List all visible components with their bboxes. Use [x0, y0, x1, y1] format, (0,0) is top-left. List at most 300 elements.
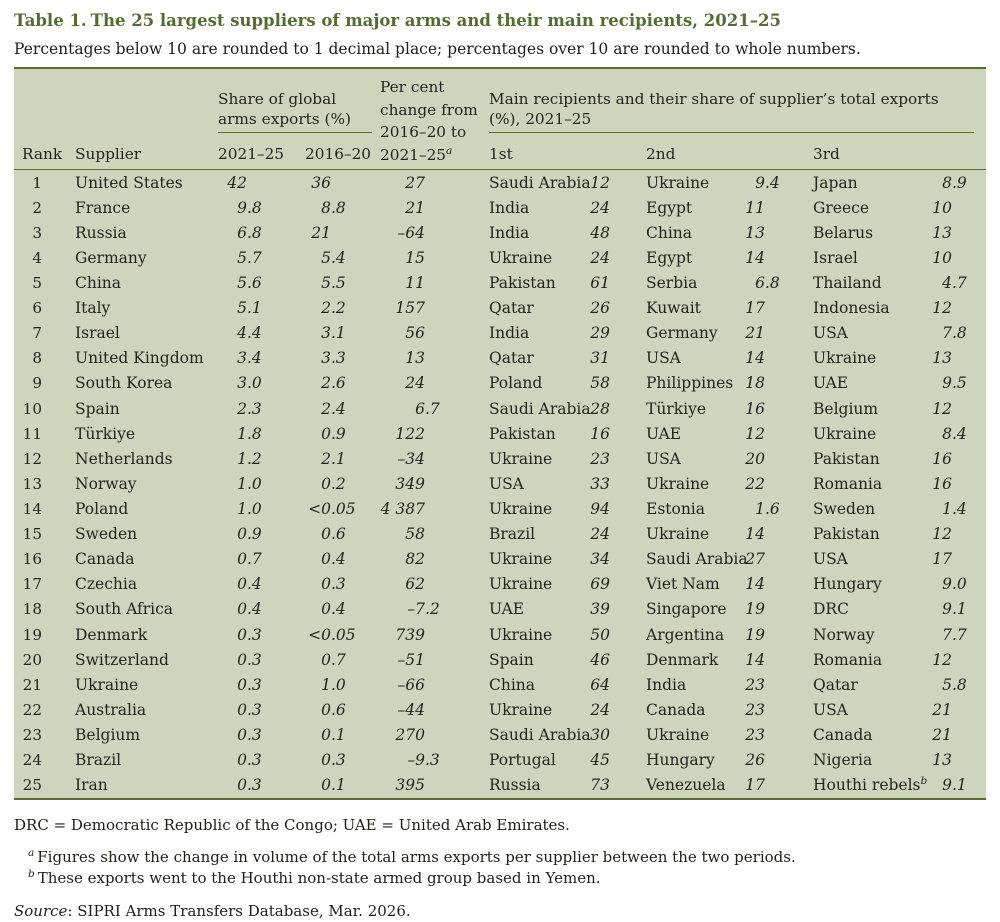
recipient-3-share-cell: 9 .5 — [942, 374, 967, 393]
supplier-cell: Brazil — [75, 751, 122, 770]
recipient-1-share-cell: 94 — [590, 499, 610, 518]
recipient-2-name-cell: USA — [646, 449, 681, 468]
share-2016-20-cell: 5 .4 — [321, 248, 346, 267]
pct-change-cell: 395 — [395, 776, 425, 795]
recipient-1-share-cell: 28 — [590, 399, 610, 418]
share-2021-25-cell: 0 .3 — [237, 675, 262, 694]
share-2021-25-cell: 1 .0 — [237, 474, 262, 493]
recipient-1-share-cell: 46 — [590, 650, 610, 669]
share-2016-20-cell: 0 .1 — [321, 776, 346, 795]
footnote-b: $^b$ These exports went to the Houthi non-state armed group based in Yemen. — [28, 867, 601, 887]
recipient-2-share-cell: 13 — [745, 223, 765, 242]
recipient-1-name-cell: Ukraine — [489, 499, 553, 518]
recipient-1-share-cell: 58 — [590, 374, 610, 393]
table-row — [14, 547, 986, 572]
recipient-2-name-cell: Argentina — [646, 625, 725, 644]
source-note — [14, 901, 986, 922]
recipient-3-share-cell: 9 .0 — [942, 575, 967, 594]
recipient-2-share-cell: 23 — [745, 700, 765, 719]
table-row — [14, 270, 986, 295]
table-row — [14, 321, 986, 346]
recipient-3-share-cell: 4 .7 — [942, 273, 967, 292]
recipient-3-share-cell: 13 — [932, 223, 952, 242]
supplier-cell: Czechia — [75, 575, 138, 594]
supplier-cell: France — [75, 198, 131, 217]
recipient-3-name-cell: Qatar — [813, 675, 858, 694]
table-title-text: The 25 largest suppliers of major arms and their main recipients, 2021–25 — [90, 11, 781, 30]
table-row — [14, 496, 986, 521]
pct-change-cell: –34 — [397, 449, 425, 468]
recipient-1-name-cell: Ukraine — [489, 575, 553, 594]
recipient-2-share-cell: 9 .4 — [755, 173, 780, 192]
recipient-3-share-cell: 12 — [932, 525, 952, 544]
table-row — [14, 346, 986, 371]
recipient-1-share-cell: 24 — [590, 700, 610, 719]
recipient-3-name-cell: DRC — [813, 600, 849, 619]
supplier-cell: Canada — [75, 550, 135, 569]
recipient-2-name-cell: Saudi Arabia — [646, 550, 748, 569]
recipient-3-share-cell: 16 — [932, 474, 952, 493]
recipient-2-name-cell: Venezuela — [646, 776, 726, 795]
table-row — [14, 647, 986, 672]
recipient-1-name-cell: Saudi Arabia — [489, 173, 591, 192]
pct-change-cell: –7 .2 — [407, 600, 440, 619]
rank-cell: 13 — [22, 474, 42, 493]
recipient-1-name-cell: Ukraine — [489, 550, 553, 569]
supplier-cell: Ukraine — [75, 675, 139, 694]
rank-cell: 10 — [22, 399, 42, 418]
share-2021-25-cell: 3 .4 — [237, 349, 262, 368]
recipient-2-share-cell: 11 — [745, 198, 765, 217]
table-row — [14, 773, 986, 798]
share-2021-25-cell: 9 .8 — [237, 198, 262, 217]
pct-change-cell: –51 — [397, 650, 425, 669]
recipient-3-name-cell: Belgium — [813, 399, 879, 418]
recipient-1-name-cell: UAE — [489, 600, 525, 619]
recipient-3-name-cell: Japan — [813, 173, 858, 192]
recipient-3-share-cell: 9 .1 — [942, 776, 967, 795]
recipient-1-share-cell: 24 — [590, 525, 610, 544]
recipient-3-name-cell: Norway — [813, 625, 875, 644]
supplier-cell: Türkiye — [75, 424, 136, 443]
recipient-3-share-cell: 9 .1 — [942, 600, 967, 619]
recipient-3-name-cell: Hungary — [813, 575, 882, 594]
pct-change-cell: 58 — [405, 525, 425, 544]
table-number-label: Table 1. — [14, 11, 87, 30]
recipient-1-name-cell: Saudi Arabia — [489, 399, 591, 418]
pct-change-cell: 21 — [405, 198, 425, 217]
table-header — [14, 69, 986, 170]
recipient-3-name-cell: Houthi rebels$^b$ — [813, 775, 928, 795]
recipient-3-share-cell: 12 — [932, 399, 952, 418]
share-2021-25-cell: 0 .3 — [237, 751, 262, 770]
recipient-2-name-cell: Ukraine — [646, 173, 710, 192]
recipient-2-name-cell: Estonia — [646, 499, 706, 518]
share-2016-20-cell: 3 .3 — [321, 349, 346, 368]
share-2016-20-cell: <0 .05 — [308, 499, 356, 518]
supplier-cell: Sweden — [75, 525, 138, 544]
recipient-2-name-cell: Singapore — [646, 600, 727, 619]
share-2021-25-cell: 0 .7 — [237, 550, 262, 569]
pct-change-cell: –44 — [397, 700, 425, 719]
table-row — [14, 296, 986, 321]
table-row — [14, 572, 986, 597]
footnote-a: $^a$ Figures show the change in volume of the total arms exports per supplier between the two periods. — [28, 846, 796, 866]
share-2016-20-cell: 1 .0 — [321, 675, 346, 694]
recipient-1-name-cell: Pakistan — [489, 273, 556, 292]
rank-cell: 23 — [22, 725, 42, 744]
table-row — [14, 446, 986, 471]
recipient-1-share-cell: 69 — [590, 575, 610, 594]
recipient-2-name-cell: UAE — [646, 424, 682, 443]
share-2021-25-cell: 42 — [227, 173, 247, 192]
table-notes — [14, 815, 986, 922]
pct-change-cell: 62 — [405, 575, 425, 594]
recipient-1-name-cell: Ukraine — [489, 625, 553, 644]
recipient-3-name-cell: Indonesia — [813, 299, 890, 318]
share-2021-25-cell: 4 .4 — [237, 324, 262, 343]
recipient-2-share-cell: 23 — [745, 675, 765, 694]
recipient-1-share-cell: 73 — [590, 776, 610, 795]
share-2016-20-cell: 0 .9 — [321, 424, 346, 443]
column-header-second-recipient: 2nd — [646, 145, 676, 163]
recipient-2-name-cell: China — [646, 223, 693, 242]
abbreviation-note: DRC = Democratic Republic of the Congo; UAE = United Arab Emirates. — [14, 815, 570, 834]
recipient-1-share-cell: 45 — [590, 751, 610, 770]
recipient-1-name-cell: Spain — [489, 650, 534, 669]
recipient-2-share-cell: 21 — [745, 324, 765, 343]
share-2021-25-cell: 1 .2 — [237, 449, 262, 468]
recipient-1-name-cell: Ukraine — [489, 449, 553, 468]
share-2016-20-cell: 2 .1 — [321, 449, 346, 468]
share-2016-20-cell: 0 .2 — [321, 474, 346, 493]
recipient-2-share-cell: 17 — [745, 299, 765, 318]
recipient-2-share-cell: 17 — [745, 776, 765, 795]
supplier-cell: Belgium — [75, 725, 141, 744]
rank-cell: 3 — [32, 223, 42, 242]
table-body — [14, 170, 986, 798]
recipient-2-name-cell: Türkiye — [646, 399, 707, 418]
share-2016-20-cell: 21 — [311, 223, 331, 242]
recipient-3-name-cell: Pakistan — [813, 525, 880, 544]
recipient-3-name-cell: Romania — [813, 474, 883, 493]
supplier-cell: Netherlands — [75, 449, 173, 468]
table-row — [14, 245, 986, 270]
supplier-cell: Israel — [75, 324, 120, 343]
table-row — [14, 421, 986, 446]
share-2021-25-cell: 0 .3 — [237, 776, 262, 795]
rank-cell: 11 — [22, 424, 42, 443]
recipient-1-name-cell: Russia — [489, 776, 541, 795]
recipient-2-share-cell: 1 .6 — [755, 499, 780, 518]
share-2021-25-cell: 0 .4 — [237, 575, 262, 594]
recipient-2-share-cell: 16 — [745, 399, 765, 418]
supplier-cell: South Africa — [75, 600, 174, 619]
table-row — [14, 697, 986, 722]
recipient-2-share-cell: 22 — [745, 474, 765, 493]
recipient-1-name-cell: India — [489, 223, 530, 242]
share-2016-20-cell: <0 .05 — [308, 625, 356, 644]
column-header-share-2021-25: 2021–25 — [218, 145, 285, 163]
recipient-3-name-cell: UAE — [813, 374, 849, 393]
rank-cell: 12 — [22, 449, 42, 468]
share-2016-20-cell: 0 .4 — [321, 550, 346, 569]
recipient-1-name-cell: China — [489, 675, 536, 694]
recipient-3-share-cell: 8 .9 — [942, 173, 967, 192]
recipient-2-share-cell: 14 — [745, 248, 765, 267]
supplier-cell: Russia — [75, 223, 127, 242]
recipient-1-share-cell: 12 — [590, 173, 610, 192]
supplier-cell: Germany — [75, 248, 147, 267]
recipient-2-share-cell: 23 — [745, 725, 765, 744]
share-2016-20-cell: 0 .6 — [321, 525, 346, 544]
recipient-3-share-cell: 10 — [932, 248, 952, 267]
recipient-3-name-cell: Canada — [813, 725, 873, 744]
recipient-3-name-cell: Ukraine — [813, 349, 877, 368]
recipient-2-share-cell: 26 — [745, 751, 765, 770]
recipient-1-share-cell: 50 — [590, 625, 610, 644]
rank-cell: 17 — [22, 575, 42, 594]
table-row — [14, 622, 986, 647]
recipient-3-share-cell: 12 — [932, 299, 952, 318]
recipient-3-share-cell: 10 — [932, 198, 952, 217]
pct-change-cell: 82 — [405, 550, 425, 569]
recipient-1-name-cell: Saudi Arabia — [489, 725, 591, 744]
share-2021-25-cell: 1 .0 — [237, 499, 262, 518]
rank-cell: 24 — [22, 751, 42, 770]
recipient-3-name-cell: Romania — [813, 650, 883, 669]
recipient-1-share-cell: 16 — [590, 424, 610, 443]
share-2021-25-cell: 6 .8 — [237, 223, 262, 242]
rank-cell: 9 — [32, 374, 42, 393]
supplier-cell: Spain — [75, 399, 120, 418]
recipient-2-share-cell: 19 — [745, 625, 765, 644]
recipient-3-name-cell: Belarus — [813, 223, 874, 242]
table-row — [14, 672, 986, 697]
recipient-2-name-cell: Ukraine — [646, 725, 710, 744]
share-2016-20-cell: 2 .6 — [321, 374, 346, 393]
recipient-2-name-cell: Canada — [646, 700, 706, 719]
recipient-2-name-cell: USA — [646, 349, 681, 368]
supplier-cell: United Kingdom — [75, 349, 204, 368]
recipient-3-share-cell: 21 — [932, 700, 952, 719]
recipient-3-name-cell: USA — [813, 550, 848, 569]
rank-cell: 1 — [32, 173, 42, 192]
pct-change-cell: 349 — [395, 474, 425, 493]
recipient-1-share-cell: 39 — [590, 600, 610, 619]
pct-change-cell: 11 — [405, 273, 425, 292]
page-title — [14, 10, 986, 32]
recipient-3-share-cell: 5 .8 — [942, 675, 967, 694]
recipient-3-name-cell: Israel — [813, 248, 858, 267]
recipient-2-name-cell: Ukraine — [646, 525, 710, 544]
recipient-1-name-cell: Brazil — [489, 525, 536, 544]
share-2021-25-cell: 3 .0 — [237, 374, 262, 393]
share-2021-25-cell: 5 .6 — [237, 273, 262, 292]
share-2021-25-cell: 0 .4 — [237, 600, 262, 619]
recipient-2-name-cell: Kuwait — [646, 299, 701, 318]
share-2021-25-cell: 0 .3 — [237, 625, 262, 644]
recipient-2-share-cell: 20 — [745, 449, 765, 468]
recipient-3-share-cell: 16 — [932, 449, 952, 468]
pct-change-cell: –64 — [397, 223, 425, 242]
share-2021-25-cell: 0 .3 — [237, 700, 262, 719]
share-2016-20-cell: 5 .5 — [321, 273, 346, 292]
recipient-3-share-cell: 7 .7 — [942, 625, 967, 644]
pct-change-cell: 13 — [405, 349, 425, 368]
table-row — [14, 748, 986, 773]
pct-change-cell: 739 — [395, 625, 425, 644]
share-2016-20-cell: 0 .6 — [321, 700, 346, 719]
rank-cell: 14 — [22, 499, 42, 518]
column-header-supplier: Supplier — [75, 145, 142, 163]
recipient-2-share-cell: 14 — [745, 650, 765, 669]
pct-change-cell: –66 — [397, 675, 425, 694]
pct-change-cell: 122 — [395, 424, 425, 443]
share-2021-25-cell: 5 .1 — [237, 299, 262, 318]
table-row — [14, 220, 986, 245]
recipient-1-share-cell: 24 — [590, 198, 610, 217]
recipient-2-name-cell: Germany — [646, 324, 718, 343]
arms-suppliers-table — [14, 67, 986, 800]
pct-change-cell: 270 — [395, 725, 425, 744]
share-2016-20-cell: 8 .8 — [321, 198, 346, 217]
share-2021-25-cell: 0 .3 — [237, 725, 262, 744]
recipient-3-name-cell: USA — [813, 700, 848, 719]
supplier-cell: Australia — [75, 700, 147, 719]
table-row — [14, 170, 986, 195]
recipient-2-share-cell: 6 .8 — [755, 273, 780, 292]
supplier-cell: United States — [75, 173, 183, 192]
table-row — [14, 371, 986, 396]
recipient-3-name-cell: Pakistan — [813, 449, 880, 468]
pct-change-cell: 27 — [405, 173, 425, 192]
recipient-3-name-cell: USA — [813, 324, 848, 343]
recipient-1-share-cell: 64 — [590, 675, 610, 694]
share-2016-20-cell: 0 .1 — [321, 725, 346, 744]
table-row — [14, 597, 986, 622]
recipient-2-share-cell: 12 — [745, 424, 765, 443]
recipient-3-share-cell: 13 — [932, 349, 952, 368]
share-2021-25-cell: 0 .9 — [237, 525, 262, 544]
share-2016-20-cell: 2 .4 — [321, 399, 346, 418]
share-2016-20-cell: 0 .4 — [321, 600, 346, 619]
share-2021-25-cell: 2 .3 — [237, 399, 262, 418]
recipient-1-name-cell: Pakistan — [489, 424, 556, 443]
share-2016-20-cell: 0 .7 — [321, 650, 346, 669]
recipient-2-name-cell: India — [646, 675, 687, 694]
recipient-2-share-cell: 27 — [745, 550, 765, 569]
recipient-2-share-cell: 19 — [745, 600, 765, 619]
recipient-2-name-cell: Egypt — [646, 198, 693, 217]
rank-cell: 7 — [32, 324, 42, 343]
rank-cell: 2 — [32, 198, 42, 217]
share-2021-25-cell: 0 .3 — [237, 650, 262, 669]
share-2021-25-cell: 1 .8 — [237, 424, 262, 443]
table-row — [14, 522, 986, 547]
supplier-cell: Switzerland — [75, 650, 169, 669]
rank-cell: 18 — [22, 600, 42, 619]
group-header-share: Share of global arms exports (%) — [218, 89, 372, 133]
recipient-1-share-cell: 61 — [590, 273, 610, 292]
source-text: : SIPRI Arms Transfers Database, Mar. 2026. — [67, 901, 411, 920]
recipient-1-name-cell: Portugal — [489, 751, 556, 770]
rank-cell: 6 — [32, 299, 42, 318]
recipient-3-share-cell: 21 — [932, 725, 952, 744]
rank-cell: 15 — [22, 525, 42, 544]
pct-change-cell: 24 — [405, 374, 425, 393]
supplier-cell: China — [75, 273, 122, 292]
recipient-2-name-cell: Philippines — [646, 374, 734, 393]
recipient-3-name-cell: Greece — [813, 198, 869, 217]
recipient-3-name-cell: Sweden — [813, 499, 876, 518]
table-row — [14, 722, 986, 747]
recipient-2-name-cell: Egypt — [646, 248, 693, 267]
recipient-3-share-cell: 7 .8 — [942, 324, 967, 343]
rank-cell: 16 — [22, 550, 42, 569]
recipient-2-share-cell: 14 — [745, 575, 765, 594]
rank-cell: 19 — [22, 625, 42, 644]
rank-cell: 20 — [22, 650, 42, 669]
table-row — [14, 471, 986, 496]
rank-cell: 8 — [32, 349, 42, 368]
recipient-1-name-cell: India — [489, 324, 530, 343]
recipient-3-name-cell: Ukraine — [813, 424, 877, 443]
source-label: Source — [14, 901, 68, 920]
recipient-3-share-cell: 12 — [932, 650, 952, 669]
column-header-first-recipient: 1st — [489, 145, 513, 163]
share-2016-20-cell: 3 .1 — [321, 324, 346, 343]
table-row — [14, 195, 986, 220]
recipient-1-share-cell: 24 — [590, 248, 610, 267]
recipient-1-name-cell: Poland — [489, 374, 543, 393]
recipient-1-share-cell: 30 — [590, 725, 610, 744]
recipient-1-name-cell: India — [489, 198, 530, 217]
recipient-3-name-cell: Nigeria — [813, 751, 873, 770]
supplier-cell: Italy — [75, 299, 111, 318]
recipient-2-share-cell: 14 — [745, 525, 765, 544]
supplier-cell: South Korea — [75, 374, 173, 393]
column-header-share-2016-20: 2016–20 — [305, 145, 372, 163]
recipient-3-share-cell: 13 — [932, 751, 952, 770]
rank-cell: 21 — [22, 675, 42, 694]
share-2021-25-cell: 5 .7 — [237, 248, 262, 267]
table-row — [14, 396, 986, 421]
supplier-cell: Denmark — [75, 625, 148, 644]
recipient-1-name-cell: Qatar — [489, 349, 534, 368]
recipient-2-name-cell: Viet Nam — [646, 575, 720, 594]
recipient-1-name-cell: Ukraine — [489, 700, 553, 719]
group-header-recipients: Main recipients and their share of supplier’s total exports (%), 2021–25 — [489, 89, 974, 133]
share-2016-20-cell: 0 .3 — [321, 751, 346, 770]
recipient-3-share-cell: 17 — [932, 550, 952, 569]
recipient-1-name-cell: Qatar — [489, 299, 534, 318]
recipient-1-share-cell: 34 — [590, 550, 610, 569]
recipient-1-name-cell: Ukraine — [489, 248, 553, 267]
rank-cell: 25 — [22, 776, 42, 795]
share-2016-20-cell: 2 .2 — [321, 299, 346, 318]
rank-cell: 5 — [32, 273, 42, 292]
recipient-3-name-cell: Thailand — [813, 273, 882, 292]
column-header-rank: Rank — [22, 145, 63, 163]
share-2016-20-cell: 0 .3 — [321, 575, 346, 594]
pct-change-cell: –9 .3 — [407, 751, 440, 770]
recipient-2-name-cell: Serbia — [646, 273, 698, 292]
recipient-1-share-cell: 26 — [590, 299, 610, 318]
recipient-2-name-cell: Ukraine — [646, 474, 710, 493]
pct-change-cell: 6 .7 — [415, 399, 440, 418]
recipient-2-name-cell: Denmark — [646, 650, 719, 669]
